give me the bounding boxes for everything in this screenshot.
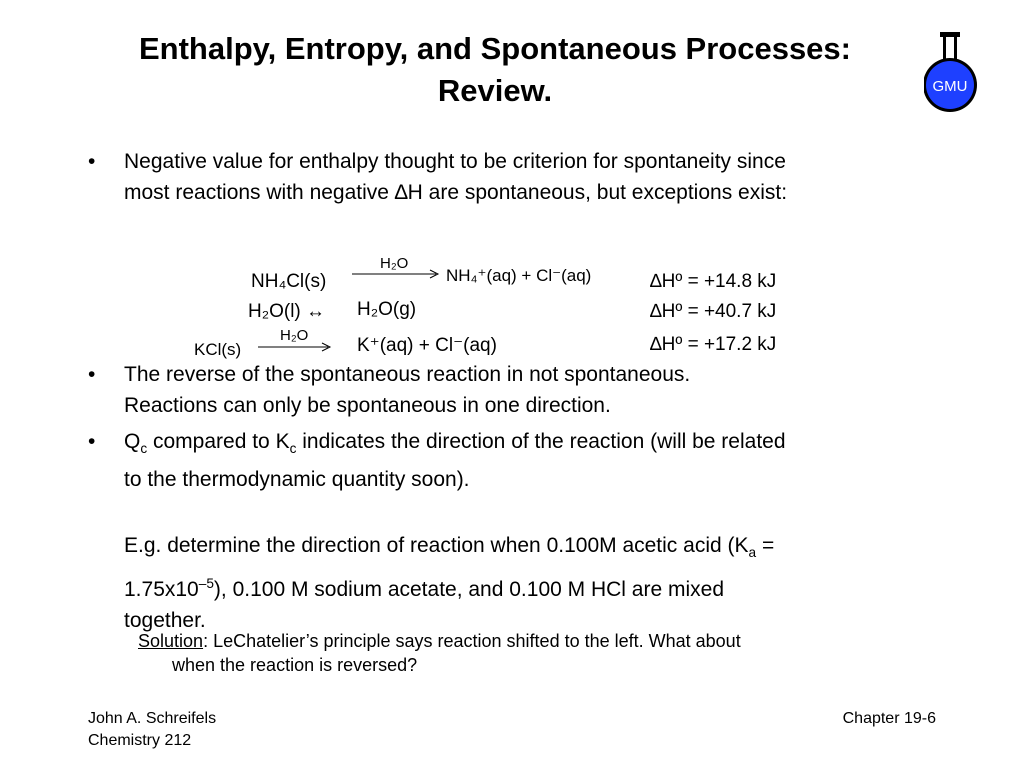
bullet-3-line-1: $Q_c$ compared to $K_c$ indicates the direction of the reaction (will be related (124, 430, 786, 457)
reaction-1-right: NH₄⁺(aq) + Cl⁻(aq) (446, 266, 592, 285)
bullet-1-line-1: Negative value for enthalpy thought to be criterion for spontaneity since (124, 150, 786, 173)
bullet-1-symbol: • (88, 150, 96, 173)
footer-course: Chemistry 212 (88, 732, 192, 749)
reaction-1-left: NH₄Cl(s) (251, 271, 327, 292)
reaction-1-enthalpy: ∆Hº = +14.8 kJ (650, 271, 777, 292)
footer-author: John A. Schreifels (88, 710, 217, 727)
reaction-2-enthalpy: ∆Hº = +40.7 kJ (650, 301, 777, 322)
footer-left (88, 708, 216, 752)
reaction-3-arrow (256, 341, 336, 353)
bullet-2-symbol: • (88, 363, 96, 386)
reaction-2-right: H₂O(g) (357, 299, 417, 320)
gmu-flask-logo (924, 30, 994, 114)
solution-line-2: when the reaction is reversed? (172, 655, 418, 675)
title-line-1: Enthalpy, Entropy, and Spontaneous Processes: (139, 31, 851, 66)
delta-symbol: ∆ (394, 181, 408, 204)
bullet-2-line-2: Reactions can only be spontaneous in one direction. (124, 394, 611, 417)
reaction-1-arrow (350, 268, 445, 280)
bullet-1-line-2: most reactions with negative ∆H are spontaneous, but exceptions exist: (124, 181, 788, 204)
solution-paragraph (138, 629, 928, 677)
footer-chapter: Chapter 19-6 (842, 710, 936, 727)
bullet-3-text (124, 426, 786, 495)
page-title (90, 28, 900, 112)
example-line-1: E.g. determine the direction of reaction when 0.100M acetic acid ($K_a$ = (124, 534, 775, 561)
solution-label: Solution (138, 631, 204, 651)
bullet-2-line-1: The reverse of the spontaneous reaction in not spontaneous. (124, 363, 691, 386)
title-line-2: Review. (437, 73, 553, 108)
reaction-1-arrow-label: H₂O (380, 255, 409, 272)
bullet-1-text (124, 146, 787, 208)
reaction-2-left: H₂O(l) ↔ (248, 301, 326, 322)
example-paragraph (124, 530, 934, 636)
logo-text: GMU (932, 78, 968, 95)
bullet-3-symbol: • (88, 430, 96, 453)
example-line-3: together. (124, 609, 206, 633)
reaction-3-enthalpy: ∆Hº = +17.2 kJ (650, 334, 777, 355)
solution-line-1: Solution: LeChatelier’s principle says reaction shifted to the left. What about (138, 631, 741, 651)
reaction-3-arrow-label: H₂O (280, 327, 309, 344)
example-line-2: $1.75x10^{-5}$), 0.100 M sodium acetate, and 0.100 M HCl are mixed (124, 576, 725, 602)
reaction-3-right: K⁺(aq) + Cl⁻(aq) (357, 335, 497, 356)
reaction-3-left: KCl(s) (194, 340, 242, 359)
bullet-2-text (124, 359, 690, 421)
bullet-3-line-2: to the thermodynamic quantity soon). (124, 468, 470, 492)
